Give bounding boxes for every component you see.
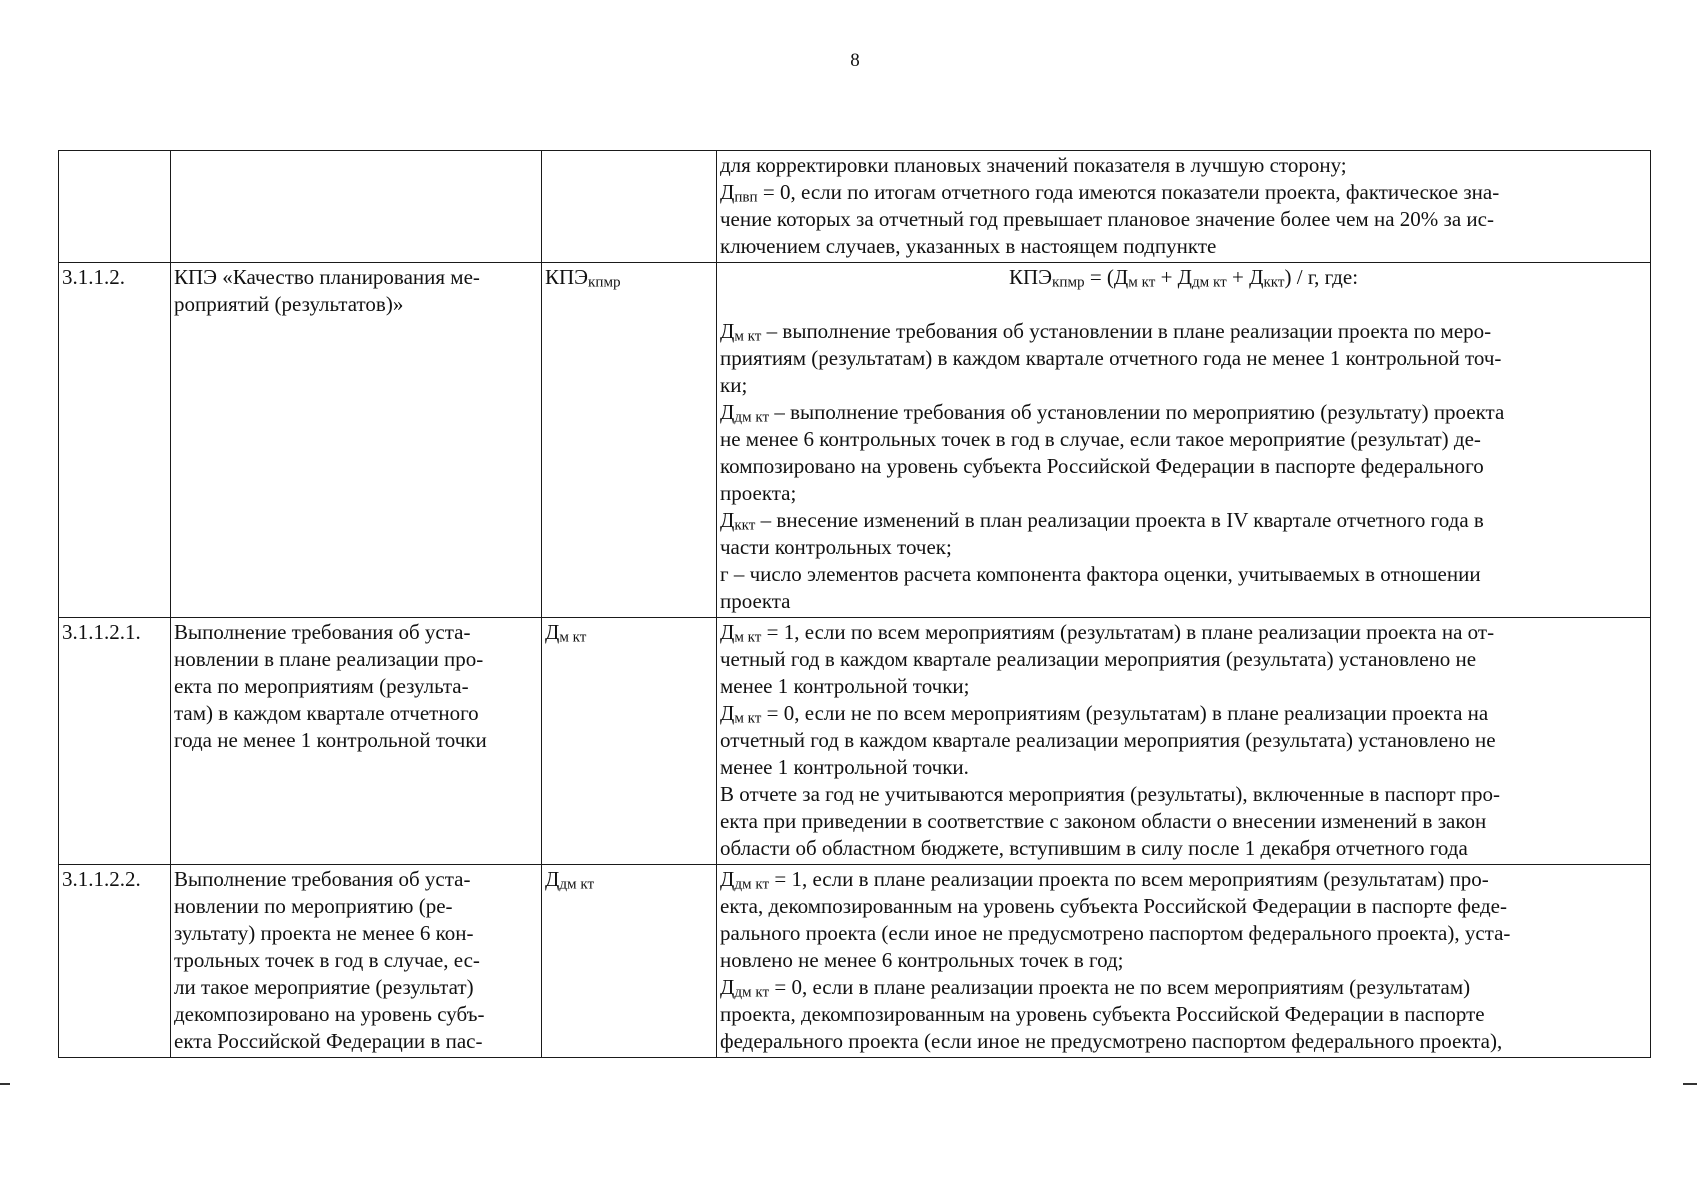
row-name-cell [171,151,542,263]
formula-subscript: дм кт [1192,274,1227,291]
term-symbol: Д [720,400,735,424]
description-line [720,561,1647,588]
description-line [720,318,1647,345]
description-text: менее 1 контрольной точки; [720,674,970,698]
row-name-cell [171,263,542,618]
description-line [720,808,1647,835]
description-text: – выполнение требования об установлении в плане реализации проекта по меро- [761,319,1492,343]
symbol-base: Д [545,620,560,644]
description-text: = 1, если по всем мероприятиям (результатам) в плане реализации проекта на от- [761,620,1495,644]
description-line [720,206,1647,233]
term-symbol: Д [720,180,735,204]
page-number: 8 [850,50,860,71]
description-text: менее 1 контрольной точки. [720,755,969,779]
row-description-cell [717,263,1651,618]
formula-subscript: м кт [1128,274,1156,291]
description-text: екта, декомпозированным на уровень субъекта Российской Федерации в паспорте феде- [720,894,1507,918]
description-line [720,152,1647,179]
name-line: Выполнение требования об уста- [174,867,471,891]
formula-subscript: кпмр [1052,274,1085,291]
description-line [720,974,1647,1001]
table-row [59,865,1651,1058]
row-symbol-cell [542,263,717,618]
description-text: области об областном бюджете, вступившим в силу после 1 декабря отчетного года [720,836,1468,860]
description-text: проекта; [720,481,797,505]
symbol-subscript: м кт [559,629,587,646]
description-text: ключением случаев, указанных в настоящем подпункте [720,234,1217,258]
description-line [720,426,1647,453]
formula-part: ) / г, где: [1284,265,1359,289]
description-text: приятиям (результатам) в каждом квартале отчетного года не менее 1 контрольной точ- [720,346,1502,370]
description-text: проекта [720,589,791,613]
symbol-subscript: кпмр [588,274,621,291]
symbol [545,619,713,646]
term-subscript: м кт [734,629,762,646]
term-subscript: м кт [734,328,762,345]
description-text: В отчете за год не учитываются мероприятия (результаты), включенные в паспорт про- [720,782,1501,806]
symbol [545,866,713,893]
formula-part: КПЭ [1008,265,1053,289]
formula-part: = (Д [1084,265,1129,289]
description-line [720,781,1647,808]
description-line [720,619,1647,646]
description-text: рального проекта (если иное не предусмотрено паспортом федерального проекта), уста- [720,921,1511,945]
description-line [720,1028,1647,1055]
description-line [720,507,1647,534]
row-number: 3.1.1.2.2. [62,867,141,891]
symbol [545,264,713,291]
table-row [59,263,1651,618]
formula-spacer [720,291,1647,318]
name-line: трольных точек в год в случае, ес- [174,948,480,972]
description-text: = 1, если в плане реализации проекта по всем мероприятиям (результатам) про- [769,867,1489,891]
description-line [720,588,1647,615]
description-text: г – число элементов расчета компонента фактора оценки, учитываемых в отношении [720,562,1481,586]
description-text: – внесение изменений в план реализации проекта в IV квартале отчетного года в [755,508,1484,532]
name-line: декомпозировано на уровень субъ- [174,1002,485,1026]
description-line [720,372,1647,399]
term-subscript: дм кт [734,409,770,426]
description-line [720,480,1647,507]
table-row [59,618,1651,865]
name-line: года не менее 1 контрольной точки [174,728,487,752]
row-symbol-cell [542,618,717,865]
description-text: чение которых за отчетный год превышает плановое значение более чем на 20% за ис- [720,207,1494,231]
name-line: зультату) проекта не менее 6 кон- [174,921,474,945]
indicator-table [58,150,1651,1058]
term-symbol: Д [720,508,735,532]
description-line [720,700,1647,727]
description-line [720,646,1647,673]
row-symbol-cell [542,151,717,263]
row-description-cell [717,151,1651,263]
description-line [720,1001,1647,1028]
formula-subscript: ккт [1263,274,1285,291]
description-text: – выполнение требования об установлении по мероприятию (результату) проекта [769,400,1505,424]
formula-line [720,264,1647,291]
description-line [720,673,1647,700]
scan-edge-mark-left [0,1083,10,1085]
term-symbol: Д [720,620,735,644]
row-description-cell [717,618,1651,865]
term-symbol: Д [720,867,735,891]
description-line [720,727,1647,754]
name-line: роприятий (результатов)» [174,292,404,316]
description-text: проекта, декомпозированным на уровень субъекта Российской Федерации в паспорте [720,1002,1485,1026]
description-text: композировано на уровень субъекта Российской Федерации в паспорте федерального [720,454,1484,478]
row-number-cell [59,865,171,1058]
row-number: 3.1.1.2.1. [62,620,141,644]
row-name-cell [171,865,542,1058]
description-line [720,754,1647,781]
symbol-subscript: дм кт [559,876,595,893]
description-line [720,835,1647,862]
name-line: новлении в плане реализации про- [174,647,484,671]
row-number-cell [59,263,171,618]
row-number: 3.1.1.2. [62,265,125,289]
row-description-cell [717,865,1651,1058]
description-text: федерального проекта (если иное не предусмотрено паспортом федерального проекта), [720,1029,1503,1053]
name-line: ли такое мероприятие (результат) [174,975,474,999]
description-line [720,534,1647,561]
symbol-base: КПЭ [545,265,589,289]
description-text: отчетный год в каждом квартале реализации мероприятия (результата) установлено не [720,728,1496,752]
description-line [720,920,1647,947]
formula-part: + Д [1226,265,1264,289]
term-symbol: Д [720,701,735,725]
term-subscript: дм кт [734,984,770,1001]
table-row [59,151,1651,263]
description-line [720,947,1647,974]
description-text: ки; [720,373,748,397]
description-text: для корректировки плановых значений показателя в лучшую сторону; [720,153,1347,177]
description-text: не менее 6 контрольных точек в год в случае, если такое мероприятие (результат) де- [720,427,1481,451]
description-line [720,233,1647,260]
name-line: там) в каждом квартале отчетного [174,701,479,725]
symbol-base: Д [545,867,560,891]
term-subscript: м кт [734,710,762,727]
description-text: части контрольных точек; [720,535,952,559]
row-name-cell [171,618,542,865]
description-line [720,179,1647,206]
name-line: КПЭ «Качество планирования ме- [174,265,480,289]
row-number-cell [59,618,171,865]
description-text: = 0, если не по всем мероприятиям (результатам) в плане реализации проекта на [761,701,1489,725]
description-text: = 0, если по итогам отчетного года имеются показатели проекта, фактическое зна- [757,180,1500,204]
term-symbol: Д [720,975,735,999]
description-line [720,345,1647,372]
name-line: екта по мероприятиям (результа- [174,674,469,698]
description-text: четный год в каждом квартале реализации мероприятия (результата) установлено не [720,647,1477,671]
row-symbol-cell [542,865,717,1058]
term-subscript: дм кт [734,876,770,893]
formula-part: + Д [1155,265,1192,289]
term-symbol: Д [720,319,735,343]
description-text: новлено не менее 6 контрольных точек в год; [720,948,1124,972]
description-line [720,399,1647,426]
name-line: екта Российской Федерации в пас- [174,1029,483,1053]
description-text: екта при приведении в соответствие с законом области о внесении изменений в закон [720,809,1487,833]
name-line: новлении по мероприятию (ре- [174,894,453,918]
description-line [720,866,1647,893]
description-line [720,893,1647,920]
term-subscript: ккт [734,517,756,534]
term-subscript: пвп [734,189,758,206]
scan-edge-mark-right [1683,1083,1697,1085]
description-text: = 0, если в плане реализации проекта не по всем мероприятиям (результатам) [769,975,1471,999]
row-number-cell [59,151,171,263]
name-line: Выполнение требования об уста- [174,620,471,644]
description-line [720,453,1647,480]
